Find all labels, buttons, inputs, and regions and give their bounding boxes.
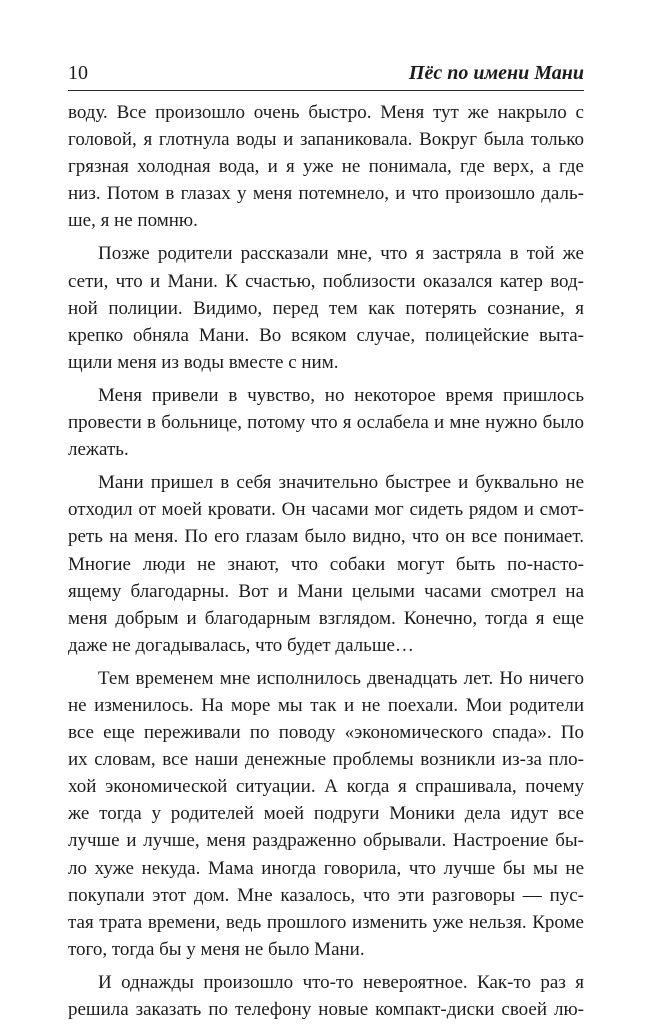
text-line: Мани пришел в себя значительно быстрее и буквально не bbox=[98, 472, 584, 494]
text-line: покупали этот дом. Мне казалось, что эти разговоры — пус- bbox=[68, 884, 584, 906]
text-line: ящему благодарны. Вот и Мани целыми часами смотрел на bbox=[68, 580, 584, 602]
text-line: их словам, все наши денежные проблемы возникли из-за пло- bbox=[68, 749, 584, 771]
running-title: Пёс по имени Мани bbox=[408, 62, 584, 84]
text-line: низ. Потом в глазах у меня потемнело, и что произошло даль- bbox=[68, 183, 584, 205]
paragraph bbox=[68, 382, 584, 463]
text-line: ной полиции. Видимо, перед тем как потерять сознание, я bbox=[68, 297, 584, 319]
text-line: все еще переживали по поводу «экономического спада». По bbox=[68, 722, 584, 744]
text-line: крепко обняла Мани. Во всяком случае, полицейские выта- bbox=[68, 324, 584, 346]
text-line: И однажды произошло что-то невероятное. Как-то раз я bbox=[98, 971, 584, 993]
body-text bbox=[68, 99, 584, 1023]
paragraph bbox=[68, 469, 584, 659]
text-line: лежать. bbox=[68, 439, 129, 461]
text-line: решила заказать по телефону новые компакт-диски своей лю- bbox=[68, 999, 584, 1020]
running-header bbox=[68, 56, 584, 90]
text-line: головой, я глотнула воды и запаниковала. Вокруг была только bbox=[68, 129, 584, 151]
text-line: же тогда у родителей моей подруги Моники дела идут все bbox=[68, 803, 584, 825]
text-line: меня добрым и благодарным взглядом. Конечно, тогда я еще bbox=[68, 607, 584, 629]
text-line: лучше и лучше, меня раздраженно обрывали. Настроение бы- bbox=[68, 830, 584, 852]
text-line: даже не догадывалась, что будет дальше… bbox=[68, 634, 414, 656]
paragraph bbox=[68, 240, 584, 375]
text-line: ше, я не помню. bbox=[68, 210, 198, 232]
text-line: Многие люди не знают, что собаки могут быть по-насто- bbox=[68, 553, 584, 575]
text-line: тая трата времени, ведь прошлого изменить уже нельзя. Кроме bbox=[68, 911, 584, 933]
text-line: не изменилось. На море мы так и не поехали. Мои родители bbox=[68, 694, 584, 716]
text-line: хой экономической ситуации. А когда я спрашивала, почему bbox=[68, 776, 584, 798]
text-line: Меня привели в чувство, но некоторое время пришлось bbox=[98, 384, 584, 406]
text-line: отходил от моей кровати. Он часами мог сидеть рядом и смот- bbox=[68, 499, 584, 521]
text-line: того, тогда бы у меня не было Мани. bbox=[68, 938, 365, 960]
book-page bbox=[68, 56, 584, 1029]
paragraph bbox=[68, 99, 584, 234]
header-rule bbox=[68, 90, 584, 91]
paragraph bbox=[68, 665, 584, 963]
text-line: сети, что и Мани. К счастью, поблизости оказался катер вод- bbox=[68, 270, 584, 292]
text-line: воду. Все произошло очень быстро. Меня тут же накрыло с bbox=[68, 102, 584, 123]
text-line: реть на меня. По его глазам было видно, что он все понимает. bbox=[68, 526, 584, 548]
text-line: ло хуже некуда. Мама иногда говорила, что лучше бы мы не bbox=[68, 857, 584, 879]
page-number: 10 bbox=[68, 62, 88, 84]
paragraph bbox=[68, 969, 584, 1023]
text-line: провести в больнице, потому что я ослабела и мне нужно было bbox=[68, 412, 584, 434]
text-line: грязная холодная вода, и я уже не понимала, где верх, а где bbox=[68, 156, 584, 178]
text-line: Позже родители рассказали мне, что я застряла в той же bbox=[98, 243, 584, 265]
text-line: Тем временем мне исполнилось двенадцать лет. Но ничего bbox=[98, 667, 584, 689]
text-line: щили меня из воды вместе с ним. bbox=[68, 351, 339, 373]
